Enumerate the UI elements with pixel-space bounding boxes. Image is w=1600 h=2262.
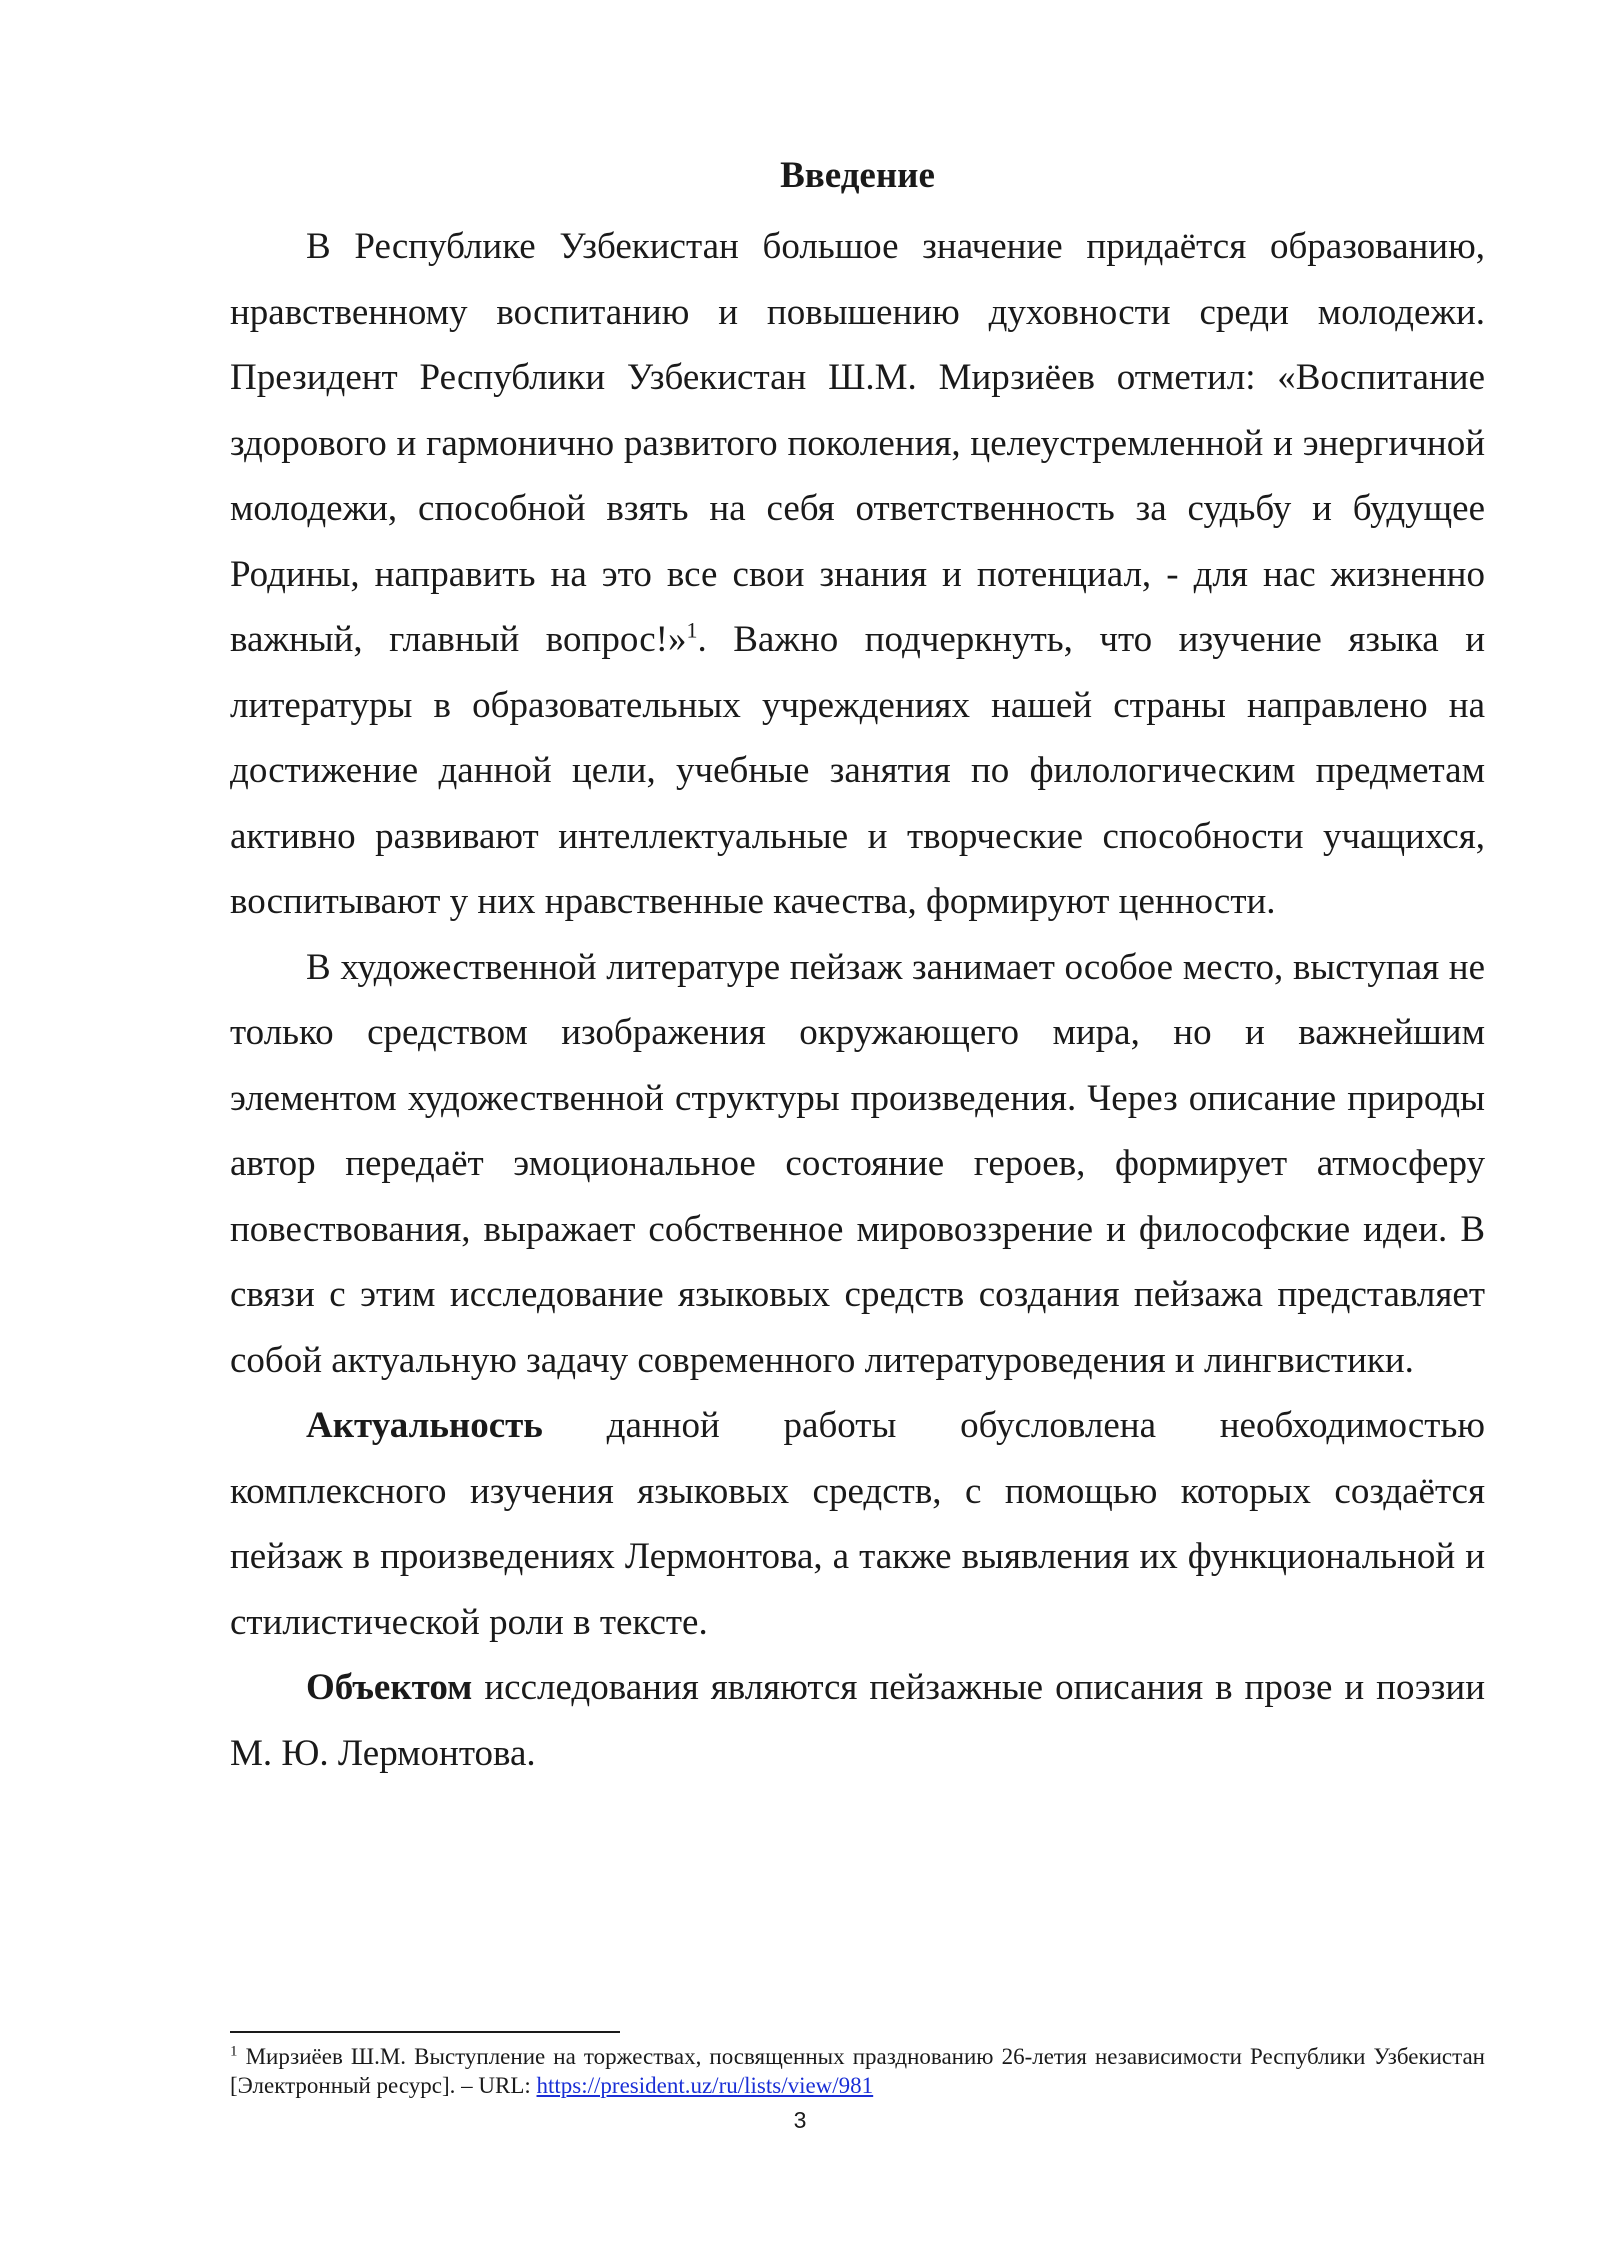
paragraph-relevance [230,1393,1485,1655]
paragraph-text: данной работы обусловлена необходимостью комплексного изучения языковых средств, с помощью которых создаётся пейзаж в произведениях Лермонтова, а также выявления их функциональной и стилистической роли в тексте. [230,1405,1485,1643]
term-object: Объектом [306,1667,473,1708]
footnote-reference[interactable]: 1 [686,617,698,643]
paragraph-object [230,1655,1485,1786]
page-body [230,150,1485,1786]
paragraph-text: В Республике Узбекистан большое значение придаётся образованию, нравственному воспитанию и повышению духовности среди молодежи. Президент Республики Узбекистан Ш.М. Мирзиёев отметил: «Воспитание здорового и гармонично развитого поколения, целеустремленной и энергичной молодежи, способной взять на себя ответственность за судьбу и будущее Родины, направить на это все свои знания и потенциал, - для нас жизненно важный, главный вопрос!» [230,226,1485,660]
footnote-link[interactable]: https://president.uz/ru/lists/view/981 [536,2073,874,2098]
paragraph-text: исследования являются пейзажные описания в прозе и поэзии М. Ю. Лермонтова. [230,1667,1485,1774]
paragraph-introduction [230,214,1485,935]
footnote-text: Мирзиёев Ш.М. Выступление на торжествах, посвященных празднованию 26-летия независимости Республики Узбекистан [Электронный ресурс]. – URL: [230,2044,1485,2098]
term-relevance: Актуальность [306,1405,543,1446]
paragraph-text-continued: . Важно подчеркнуть, что изучение языка и литературы в образовательных учреждениях нашей страны направлено на достижение данной цели, учебные занятия по филологическим предметам активно развивают интеллектуальные и творческие способности учащихся, воспитывают у них нравственные качества, формируют ценности. [230,619,1485,922]
footnote-number: 1 [230,2043,238,2060]
paragraph-text: В художественной литературе пейзаж занимает особое место, выступая не только средством изображения окружающего мира, но и важнейшим элементом художественной структуры произведения. Через описание природы автор передаёт эмоциональное состояние героев, формирует атмосферу повествования, выражает собственное мировоззрение и философские идеи. В связи с этим исследование языковых средств создания пейзажа представляет собой актуальную задачу современного литературоведения и лингвистики. [230,946,1485,1381]
page-number: 3 [793,2107,807,2133]
footnote-separator [230,2031,620,2033]
section-title: Введение [780,155,935,196]
footnote [230,2042,1485,2100]
paragraph-landscape [230,935,1485,1394]
